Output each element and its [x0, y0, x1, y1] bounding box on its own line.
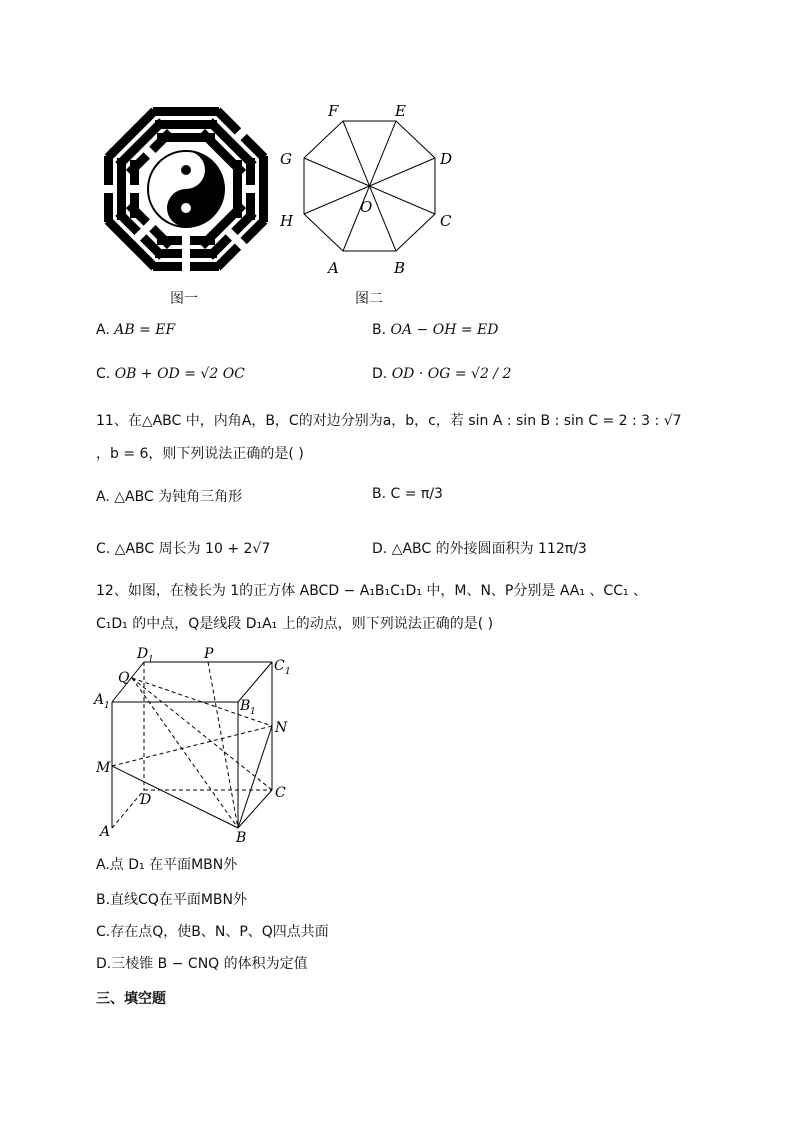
octagon-label-e: E — [395, 102, 406, 120]
cube-label-d1: D — [137, 646, 149, 662]
cube-label-c1-sub: 1 — [285, 667, 291, 677]
q10-option-c: C. OB + OD = √2 OC — [96, 366, 245, 382]
bagua-figure — [100, 103, 272, 275]
q12-option-b: B.直线CQ在平面MBN外 — [96, 892, 248, 908]
cube-label-d: D — [140, 792, 152, 808]
cube-label-n: N — [275, 720, 288, 736]
q11-option-d: D. △ABC 的外接圆面积为 112π/3 — [372, 541, 587, 557]
octagon-label-g: G — [280, 150, 292, 168]
octagon-label-b: B — [394, 259, 406, 277]
q11-option-b: B. C = π/3 — [372, 486, 443, 502]
q11-option-c: C. △ABC 周长为 10 + 2√7 — [96, 541, 271, 557]
cube-label-a1-sub: 1 — [104, 701, 110, 711]
octagon-figure — [270, 96, 470, 281]
cube-label-d1-sub: 1 — [148, 655, 154, 665]
cube-figure — [92, 642, 302, 847]
q12-stem-line2: C₁D₁ 的中点，Q是线段 D₁A₁ 上的动点，则下列说法正确的是( ) — [96, 616, 494, 632]
octagon-label-d: D — [440, 150, 453, 168]
q10-option-d: D. OD · OG = √2 / 2 — [372, 366, 512, 382]
cube-label-a: A — [100, 824, 111, 840]
q12-option-d: D.三棱锥 B − CNQ 的体积为定值 — [96, 956, 308, 972]
octagon-label-o: O — [360, 198, 373, 216]
q11-option-a: A. △ABC 为钝角三角形 — [96, 489, 243, 505]
q10-option-b: B. OA − OH = ED — [372, 322, 499, 338]
octagon-label-c: C — [440, 212, 452, 230]
cube-label-p: P — [204, 646, 214, 662]
octagon-label-f: F — [328, 102, 339, 120]
figure-2-caption: 图二 — [355, 291, 383, 307]
cube-label-b1: B — [240, 698, 251, 714]
q11-stem-line2: ，b = 6，则下列说法正确的是( ) — [96, 446, 304, 462]
cube-label-c: C — [275, 785, 286, 801]
cube-label-m: M — [96, 760, 111, 776]
cube-label-c1: C — [274, 658, 285, 674]
q12-stem-line1: 12、如图，在棱长为 1的正方体 ABCD − A₁B₁C₁D₁ 中，M、N、P分别是 AA₁ 、CC₁ 、 — [96, 583, 648, 599]
octagon-label-a: A — [328, 259, 339, 277]
q12-option-a: A.点 D₁ 在平面MBN外 — [96, 857, 238, 873]
figure-1-caption: 图一 — [170, 291, 198, 307]
octagon-label-h: H — [280, 212, 294, 230]
cube-label-q: Q — [118, 670, 130, 686]
cube-label-b1-sub: 1 — [250, 707, 256, 717]
q10-option-a: A. AB = EF — [96, 322, 176, 338]
cube-label-a1: A — [94, 692, 105, 708]
section-heading-fill-in: 三、填空题 — [96, 991, 166, 1007]
q11-stem-line1: 11、在△ABC 中，内角A，B，C的对边分别为a，b，c，若 sin A : sin B : sin C = 2 : 3 : √7 — [96, 413, 682, 429]
cube-label-b: B — [236, 830, 247, 846]
q12-option-c: C.存在点Q，使B、N、P、Q四点共面 — [96, 924, 329, 940]
